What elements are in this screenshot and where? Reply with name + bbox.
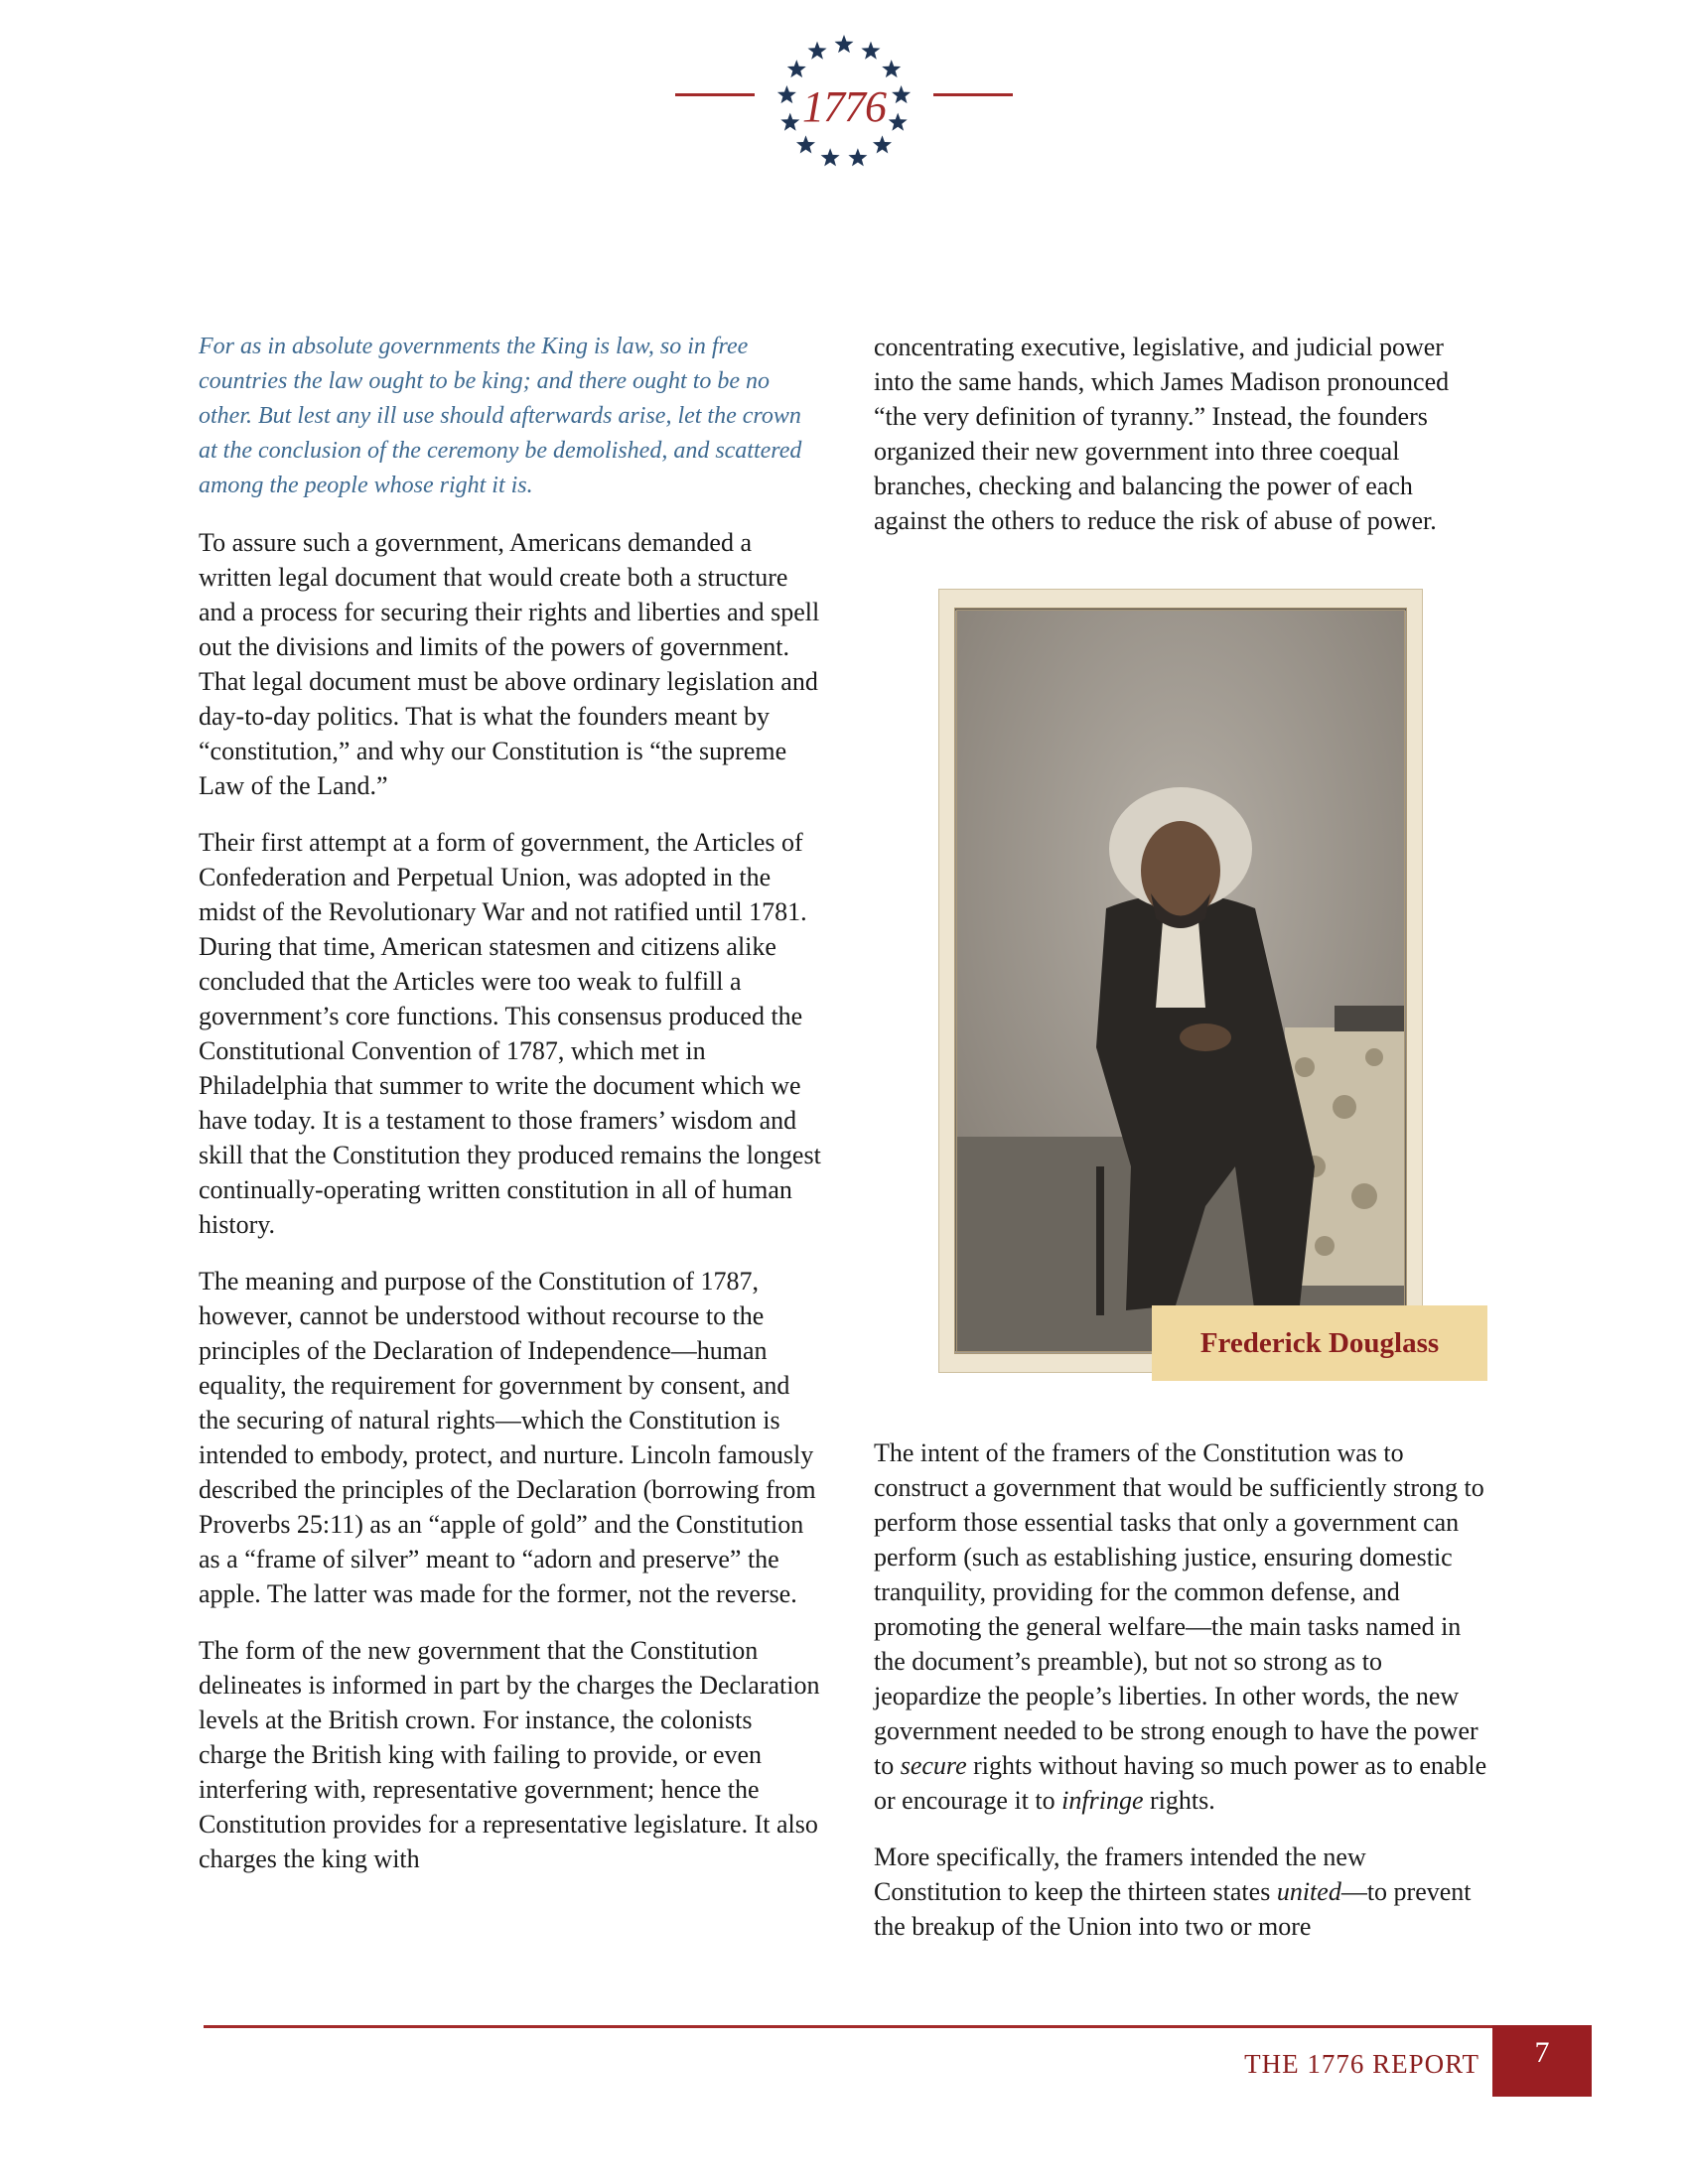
right-column-top [874,330,1489,560]
star-icon [848,148,867,166]
star-icon [808,42,827,60]
star-icon [835,35,854,53]
seated-man-illustration [957,611,1406,1353]
pull-quote: For as in absolute governments the King is law, so in free countries the law ought to be king; and there ought to be no other. But lest any ill use should afterwards arise, let the crown at the conclusion of the ceremony be demolished, and scattered among the people whose right it is. [199,334,802,498]
page-number: 7 [1492,2025,1592,2097]
text-run: The intent of the framers of the Constitution was to construct a government that would be sufficiently strong to perform those essential tasks that only a government can perform (such as establishing justice, ensuring domestic tranquility, providing for the common defense, and promoting the general welfare—the main tasks named in the document’s preamble), but not so strong as to jeopardize the people’s liberties. In other words, the new government needed to be strong enough to have the power to [874,1438,1484,1780]
body-paragraph [874,1435,1489,1818]
star-icon [796,135,815,153]
star-icon [821,148,840,166]
emphasis-text: secure [900,1751,967,1780]
body-paragraph: To assure such a government, Americans demanded a written legal document that would create both a structure and a process for securing their rights and liberties and spell out the divisions and limits of the powers of government. That legal document must be above ordinary legislation and day-to-day politics. That is what the founders meant by “constitution,” and why our Constitution is “the supreme Law of the Land.” [199,528,820,800]
emblem-left-rule [675,93,755,96]
footer-report-title: THE 1776 REPORT [1244,2049,1479,2079]
text-run: —to prevent the breakup of the Union into two or more [874,1877,1472,1941]
body-paragraph: The meaning and purpose of the Constitution of 1787, however, cannot be understood without recourse to the principles of the Declaration of Independence—human equality, the requirement for government by consent, and the securing of natural rights—which the Constitution is intended to embody, protect, and nurture. Lincoln famously described the principles of the Declaration (borrowing from Proverbs 25:11) as an “apple of gold” and the Constitution as a “frame of silver” meant to “adorn and preserve” the apple. The latter was made for the former, not the reverse. [199,1267,816,1608]
right-column-bottom [874,1435,1489,1966]
body-paragraph: The form of the new government that the Constitution delineates is informed in part by the charges the Declaration levels at the British crown. For instance, the colonists charge the British king with failing to provide, or even interfering with, representative government; hence the Constitution provides for a representative legislature. It also charges the king with [199,1636,820,1873]
text-run: More specifically, the framers intended the new Constitution to keep the thirteen states [874,1843,1366,1906]
emblem-year: 1776 [802,82,886,131]
body-paragraph [874,1840,1489,1944]
star-icon [873,135,892,153]
body-paragraph: concentrating executive, legislative, and judicial power into the same hands, which James Madison pronounced “the very definition of tyranny.” Instead, the founders organized their new government into three coequal branches, checking and balancing the power of each against the others to reduce the risk of abuse of power. [874,333,1450,535]
text-run: rights without having so much power as to enable or encourage it to [874,1751,1487,1815]
emphasis-text: united [1276,1877,1341,1906]
portrait-photo [938,589,1423,1373]
body-paragraph: Their first attempt at a form of government, the Articles of Confederation and Perpetual Union, was adopted in the midst of the Revolutionary War and not ratified until 1781. During that time, American statesmen and citizens alike concluded that the Articles were too weak to fulfill a government’s core functions. This consensus produced the Constitutional Convention of 1787, which met in Philadelphia that summer to write the document which we have today. It is a testament to those framers’ wisdom and skill that the Constitution they produced remains the longest continually-operating written constitution in all of human history. [199,828,821,1239]
photo-caption: Frederick Douglass [1152,1305,1487,1381]
emblem-right-rule [933,93,1013,96]
star-icon [882,60,901,77]
star-icon [787,60,806,77]
footer-rule [204,2025,1589,2028]
header-emblem [675,28,1013,187]
left-column [199,330,824,1898]
text-run: rights. [1143,1786,1215,1815]
star-icon [861,42,880,60]
emphasis-text: infringe [1061,1786,1144,1815]
portrait-image [954,608,1407,1354]
